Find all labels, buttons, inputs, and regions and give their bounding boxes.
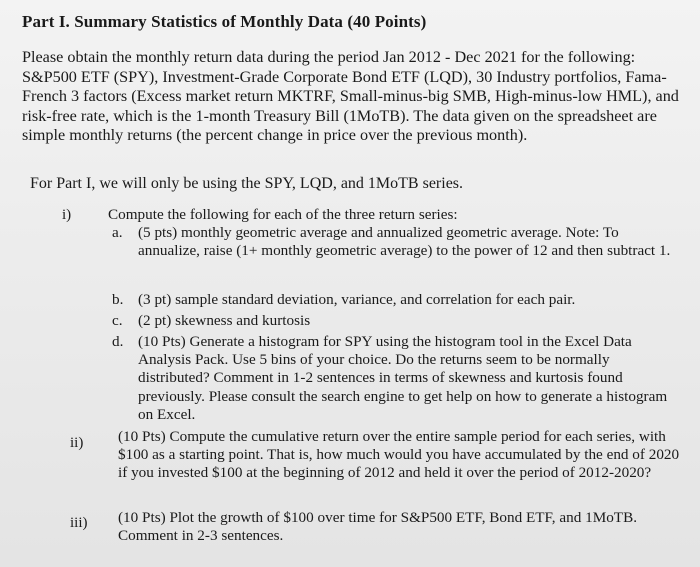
question-3-marker: iii): [70, 515, 88, 531]
question-1c-text: (2 pt) skewness and kurtosis: [138, 312, 311, 329]
question-1b: [112, 291, 682, 309]
question-1a-text: (5 pts) monthly geometric average and annualized geometric average. Note: To annualize, raise (1+ monthly geometric average) to the power of 12 and then subtract 1.: [138, 224, 671, 260]
question-1a-label: a.: [112, 224, 123, 241]
question-2-marker: ii): [70, 435, 84, 451]
question-1c: [112, 312, 682, 330]
question-1d-text: (10 Pts) Generate a histogram for SPY using the histogram tool in the Excel Data Analysis Pack. Use 5 bins of your choice. Do the returns seem to be normally distributed? Comment in 1-2 sentences in terms of skewness and kurtosis found previously. Please consult the search engine to get help on how to generate a histogram on Excel.: [138, 333, 668, 423]
question-1a: [112, 224, 682, 260]
question-1c-label: c.: [112, 312, 123, 329]
question-1-marker: i): [62, 207, 72, 223]
question-1b-label: b.: [112, 291, 124, 308]
question-1b-text: (3 pt) sample standard deviation, variance, and correlation for each pair.: [138, 291, 576, 308]
section-title: Part I. Summary Statistics of Monthly Data (40 Points): [22, 12, 427, 31]
question-3-text: (10 Pts) Plot the growth of $100 over time for S&P500 ETF, Bond ETF, and 1MoTB. Comment in 2-3 sentences.: [118, 509, 637, 545]
question-1d-label: d.: [112, 333, 124, 350]
part-note: For Part I, we will only be using the SPY, LQD, and 1MoTB series.: [30, 175, 464, 192]
question-1d: [112, 333, 682, 424]
question-1-text: Compute the following for each of the three return series:: [108, 206, 458, 223]
question-2-text: (10 Pts) Compute the cumulative return over the entire sample period for each series, with $100 as a starting point. That is, how much would you have accumulated by the end of 2020 if you invested $100 at the beginning of 2012 and held it over the period of 2012-2020?: [118, 428, 680, 482]
intro-paragraph: Please obtain the monthly return data during the period Jan 2012 - Dec 2021 for the following: S&P500 ETF (SPY), Investment-Grade Corporate Bond ETF (LQD), 30 Industry portfolios, Fama-French 3 factors (Excess market return MKTRF, Small-minus-big SMB, High-minus-low HML), and risk-free rate, which is the 1-month Treasury Bill (1MoTB). The data given on the spreadsheet are simple monthly returns (the percent change in price over the previous month).: [22, 48, 679, 145]
